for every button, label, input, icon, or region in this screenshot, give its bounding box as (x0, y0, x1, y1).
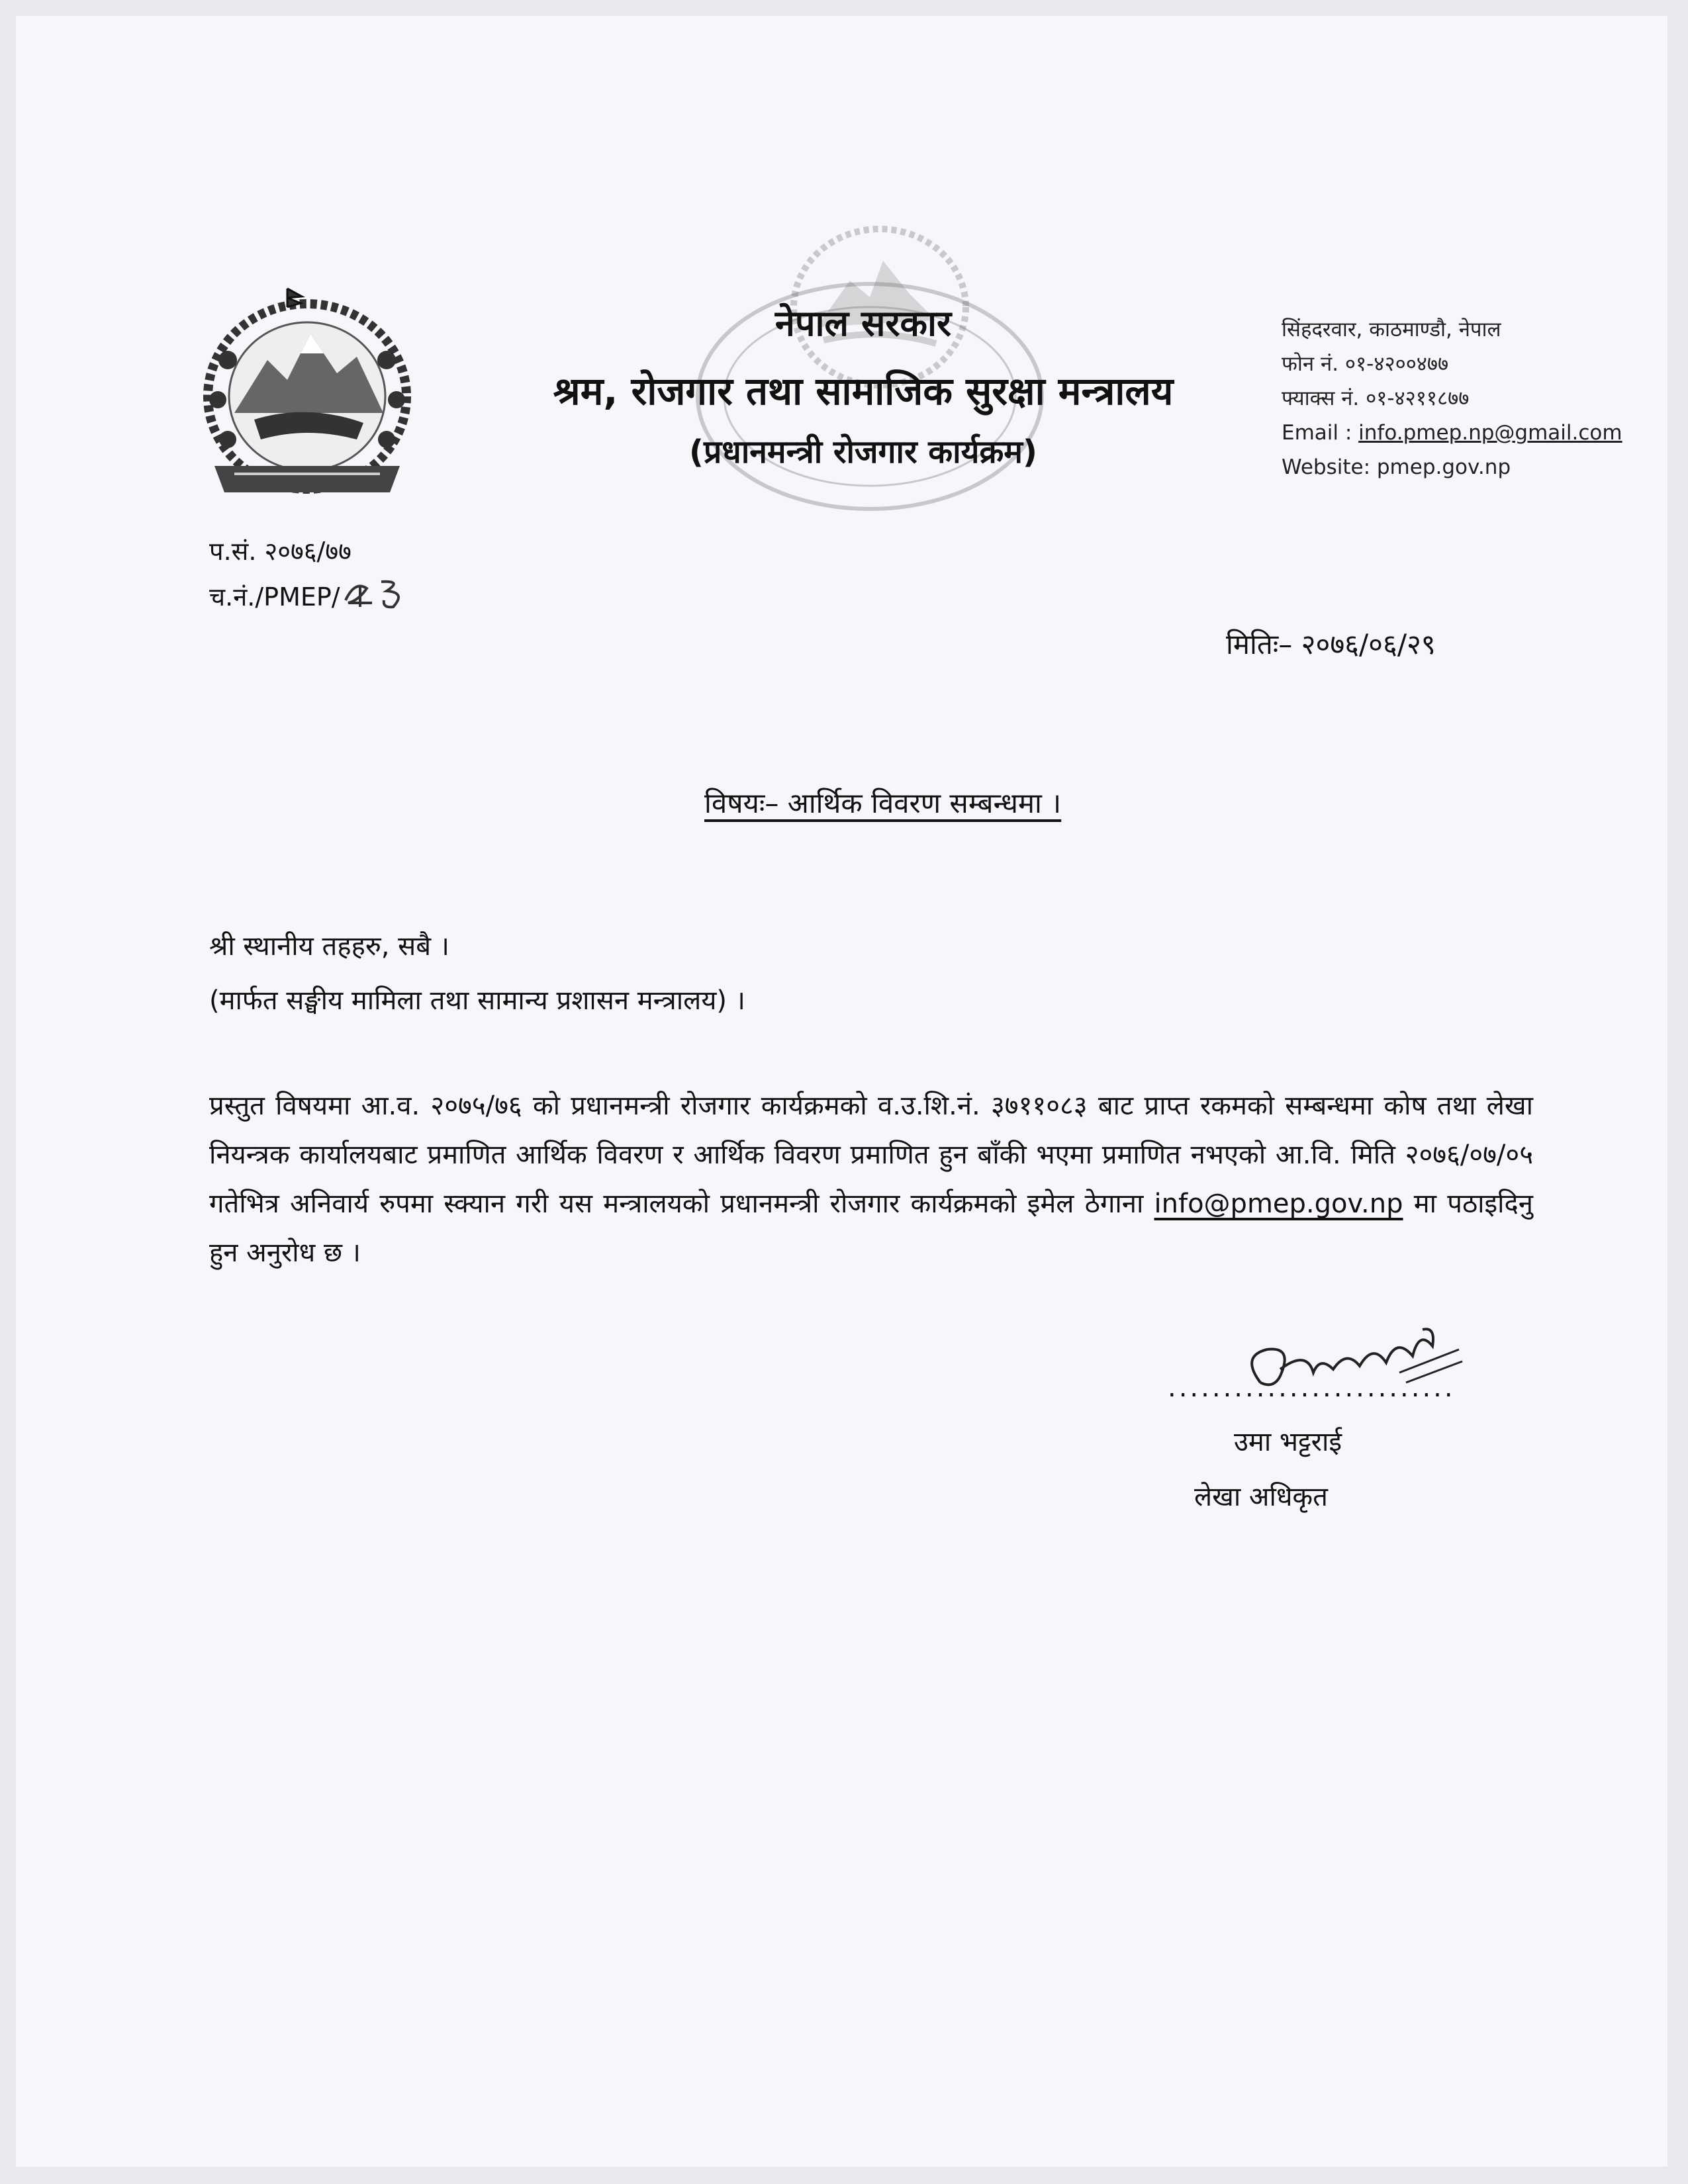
contact-email-row (1282, 416, 1622, 450)
addressee-line-1: श्री स्थानीय तहहरु, सबै । (209, 931, 449, 962)
letter-date: मितिः– २०७६/०६/२९ (1226, 628, 1436, 660)
contact-website: Website: pmep.gov.np (1282, 455, 1511, 479)
addressee-line-2: (मार्फत सङ्घीय मामिला तथा सामान्य प्रशासन मन्त्रालय) । (209, 985, 745, 1016)
letter-subject: विषयः– आर्थिक विवरण सम्बन्धमा । (704, 787, 1062, 819)
fiscal-year-ref: प.सं. २०७६/७७ (209, 537, 352, 566)
body-text-main: प्रस्तुत विषयमा आ.व. २०७५/७६ को प्रधानमन्त्री रोजगार कार्यक्रमको व.उ.शि.नं. ३७११०८३ बाट प्राप्त रकमको सम्बन्धमा कोष तथा लेखा नियन्त्रक कार्यालयबाट प्रमाणित आर्थिक विवरण र आर्थिक विवरण प्रमाणित हुन बाँकी भएमा प्रमाणित नभएको आ.वि. मिति २०७६/०७/०५ गतेभित्र अनिवार्य रुपमा स्क्यान गरी यस मन्त्रालयको प्रधानमन्त्री रोजगार कार्यक्रमको इमेल ठेगाना (209, 1091, 1533, 1219)
body-text-closing: मा पठाइदिनु हुन अनुरोध छ । (209, 1189, 1533, 1268)
reference-block (209, 529, 413, 619)
signatory-title: लेखा अधिकृत (1194, 1482, 1328, 1512)
nepal-emblem-icon (188, 281, 426, 506)
addressee-block (209, 919, 745, 1028)
signature-line: .......................... (1168, 1373, 1456, 1403)
contact-address: सिंहदरवार, काठमाण्डौ, नेपाल (1282, 318, 1501, 341)
contact-block (1282, 312, 1622, 484)
body-email-link[interactable]: info@pmep.gov.np (1154, 1189, 1403, 1219)
handwritten-dispatch-number (340, 574, 413, 614)
header-government: नेपाल सरकार (774, 302, 952, 344)
contact-fax: फ्याक्स नं. ०१-४२११८७७ (1282, 387, 1470, 410)
contact-email-label: Email : (1282, 421, 1359, 445)
letter-body (209, 1081, 1533, 1277)
dispatch-prefix: च.नं./PMEP/ (209, 582, 340, 612)
contact-email-link[interactable]: info.pmep.np@gmail.com (1358, 421, 1622, 445)
contact-phone: फोन नं. ०१-४२००४७७ (1282, 352, 1449, 376)
letter-page (16, 16, 1667, 2167)
signatory-name: उमा भट्टराई (1234, 1427, 1342, 1457)
dispatch-ref (209, 574, 413, 619)
header-program: (प्रधानमन्त्री रोजगार कार्यक्रम) (689, 433, 1037, 471)
header-ministry: श्रम, रोजगार तथा सामाजिक सुरक्षा मन्त्रालय (553, 369, 1174, 414)
